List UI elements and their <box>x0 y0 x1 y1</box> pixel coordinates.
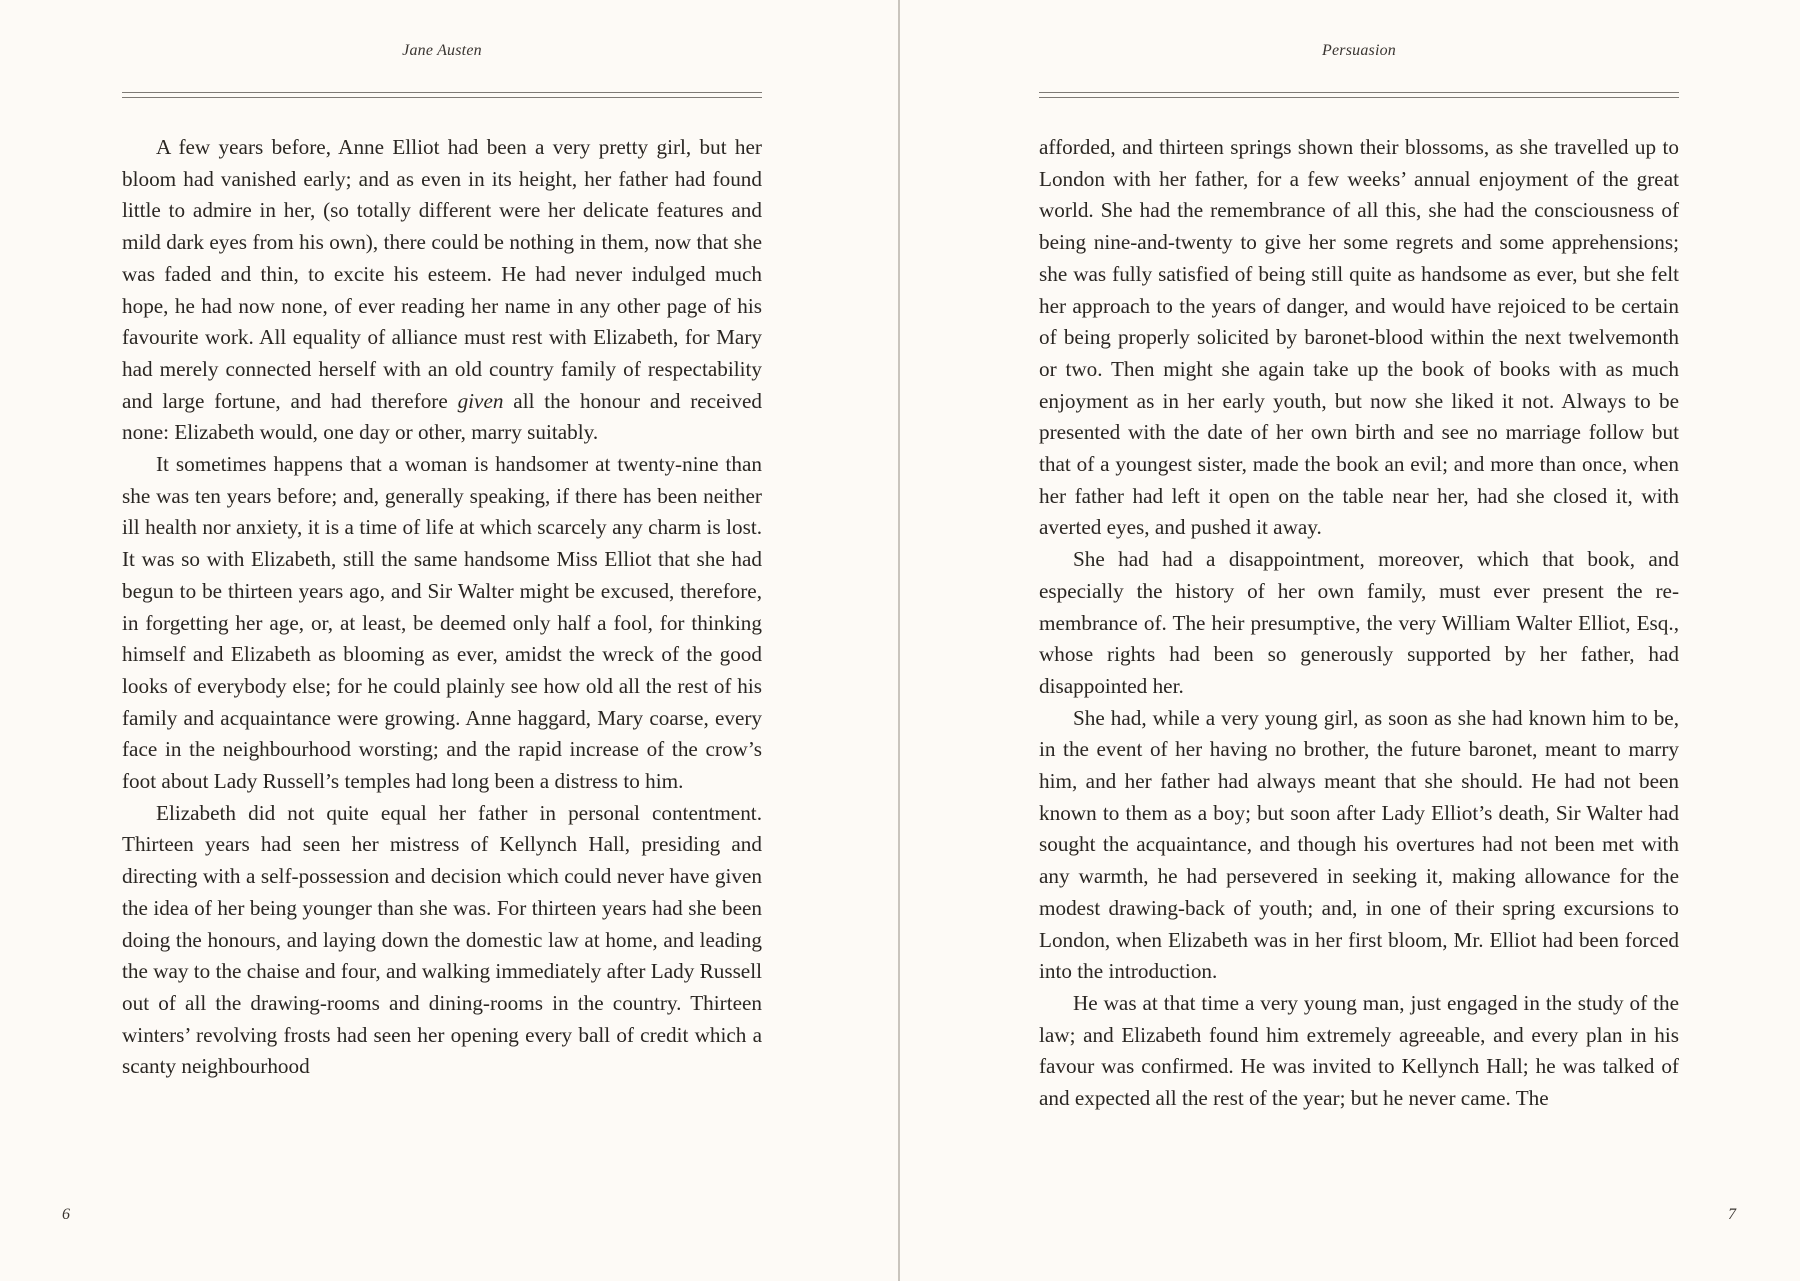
left-page-body <box>122 132 762 1083</box>
right-paragraph-3: She had, while a very young girl, as soon as she had known him to be, in the event of her having no brother, the future baronet, meant to marry him, and her father had always meant that she should. He had not been known to them as a boy; but soon after Lady Elliot’s death, Sir Walter had sought the acquaintance, and though his overtures had not been met with any warmth, he had persevered in seeking it, making allowance for the modest drawing-back of youth; and, in one of their spring excursions to London, when Elizabeth was in her first bloom, Mr. Elliot had been forced into the introduction. <box>1039 705 1679 984</box>
left-running-head: Jane Austen <box>402 42 482 59</box>
right-header-rule <box>1039 92 1679 98</box>
right-paragraph-continued: afforded, and thirteen springs shown their blossoms, as she travelled up to London with her father, for a few weeks’ annual enjoyment of the great world. She had the remembrance of all this, she had the consciousness of being nine-and-twenty to give her some regrets and some apprehensions; she was fully satisfied of being still quite as handsome as ever, but she felt her approach to the years of danger, and would have rejoiced to be certain of being properly solicited by baronet-blood within the next twelvemonth or two. Then might she again take up the book of books with as much enjoyment as in her early youth, but now she liked it not. Always to be presented with the date of her own birth and see no marriage follow but that of a youngest sister, made the book an evil; and more than once, when her father had left it open on the table near her, had she closed it, with averted eyes, and pushed it away. <box>1039 135 1679 540</box>
right-page <box>1039 0 1679 1281</box>
left-paragraph-1-before: A few years before, Anne Elliot had been a very pretty girl, but her bloom had vanished early; and as even in its height, her father had found little to admire in her, (so totally different were her delicate features and mild dark eyes from his own), there could be nothing in them, now that she was faded and thin, to excite his esteem. He had never indulged much hope, he had now none, of ever reading her name in any other page of his favourite work. All equality of alliance must rest with Elizabeth, for Mary had merely connected herself with an old country family of respectability and large fortune, and had therefore <box>122 135 762 413</box>
left-paragraph-2: It sometimes happens that a woman is handsomer at twenty-nine than she was ten years before; and, generally speaking, if there has been neither ill health nor anxiety, it is a time of life at which scarcely any charm is lost. It was so with Elizabeth, still the same handsome Miss Elliot that she had begun to be thirteen years ago, and Sir Walter might be excused, therefore, in forgetting her age, or, at least, be deemed only half a fool, for thinking himself and Elizabeth as blooming as ever, amidst the wreck of the good looks of everybody else; for he could plainly see how old all the rest of his family and acquaintance were growing. Anne haggard, Mary coarse, every face in the neighbourhood worsting; and the rapid increase of the crow’s foot about Lady Russell’s temples had long been a distress to him. <box>122 452 762 794</box>
right-page-body <box>1039 132 1679 1115</box>
emphasized-word: given <box>457 388 504 413</box>
right-paragraph-4: He was at that time a very young man, just engaged in the study of the law; and Elizabeth found him extremely agreeable, and every plan in his favour was confirmed. He was invited to Kellynch Hall; he was talked of and expected all the rest of the year; but he never came. The <box>1039 990 1679 1111</box>
page-gutter-divider <box>898 0 900 1281</box>
left-page-number: 6 <box>62 1206 70 1223</box>
right-page-number: 7 <box>1728 1206 1736 1223</box>
right-running-head: Persuasion <box>1322 42 1396 59</box>
left-paragraph-1-after: all the honour and received none: Elizabeth would, one day or other, marry suitably. <box>122 388 762 445</box>
left-page <box>122 0 762 1281</box>
left-paragraph-1 <box>122 132 762 449</box>
left-paragraph-3: Elizabeth did not quite equal her father in personal contentment. Thirteen years had seen her mistress of Kellynch Hall, presiding and directing with a self-possession and decision which could never have given the idea of her being younger than she was. For thirteen years had she been doing the honours, and laying down the domestic law at home, and leading the way to the chaise and four, and walking immediately after Lady Russell out of all the drawing-rooms and dining-rooms in the country. Thirteen winters’ revolving frosts had seen her opening every ball of credit which a scanty neighbourhood <box>122 800 762 1079</box>
left-header-rule <box>122 92 762 98</box>
right-paragraph-2: She had had a disappointment, moreover, which that book, and especially the history of her own family, must ever present the remembrance of. The heir presumptive, the very William Walter Elliot, Esq., whose rights had been so generously supported by her father, had disappointed her. <box>1039 547 1679 698</box>
